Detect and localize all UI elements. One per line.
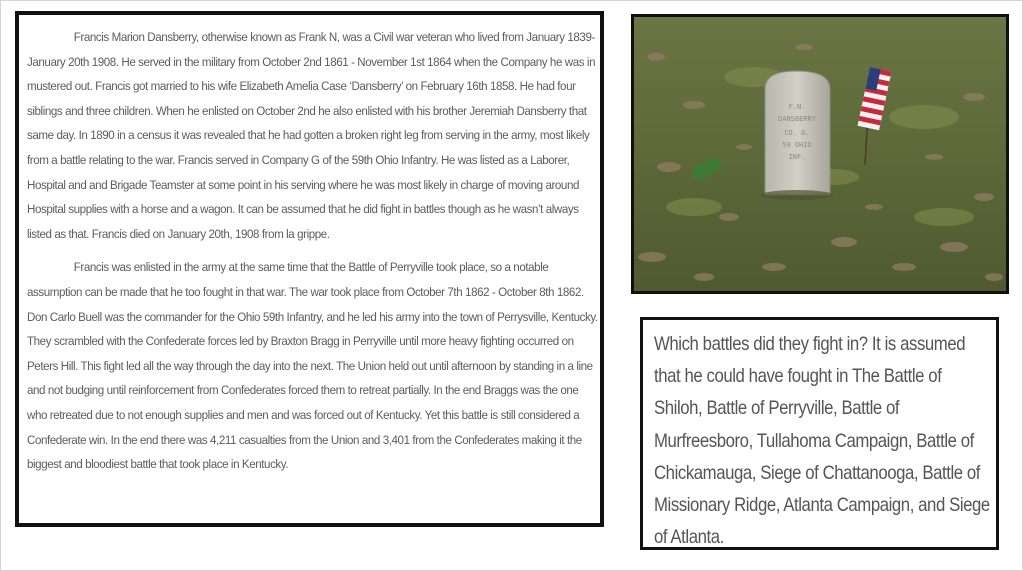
- svg-text:CO. G.: CO. G.: [784, 129, 810, 137]
- gravestone-photo[interactable]: [631, 14, 1009, 294]
- biography-paragraph-2: Francis was enlisted in the army at the same time that the Battle of Perryville took place, so a notable assumption can be made that he too fought in that war. The war took place from October 7th 1862 - October 8th 1862. Don Carlo Buell was the commander for the Ohio 59th Infantry, and he led his army into the town of Perrysville, Kentucky. They scrambled with the Confederate forces led by Braxton Bragg in Perryville until more heavy fighting occurred on Peters Hill. This fight led all the way through the day into the next. The Union held out until afternoon by standing in a line and not budging until reinforcement from Confederates forced them to retreat partially. In the end Braggs was the one who retreated due to not enough supplies and men and was forced out of Kentucky. Yet this battle is still considered a Confederate win. In the end there was 4,211 casualties from the Union and 3,401 from the Confederates making it the biggest and bloodiest battle that took place in Kentucky.: [27, 260, 598, 472]
- svg-text:DANSBERRY: DANSBERRY: [778, 115, 816, 123]
- svg-text:59 OHIO: 59 OHIO: [782, 141, 812, 149]
- battles-paragraph: Which battles did they fight in? It is assumed that he could have fought in The Battle of Shiloh, Battle of Perryville, Battle of Murfreesboro, Tullahoma Campaign, Battle of Chickamauga, Siege of Chattanooga, Battle of Missionary Ridge, Atlanta Campaign, and Siege of Atlanta.: [654, 333, 990, 549]
- battles-text-box[interactable]: [640, 317, 999, 550]
- svg-text:F.N.: F.N.: [788, 103, 806, 111]
- headstone: [761, 71, 833, 200]
- svg-text:INF.: INF.: [788, 153, 806, 161]
- biography-paragraph-1: Francis Marion Dansberry, otherwise known as Frank N, was a Civil war veteran who lived from January 1839- January 20th 1908. He served in the military from October 2nd 1861 - November 1st 1864 when the Company he was in mustered out. Francis got married to his wife Elizabeth Amelia Case ‘Dansberry’ on February 16th 1858. He had four siblings and three children. When he enlisted on October 2nd he also enlisted with his brother Jeremiah Dansberry that same day. In 1890 in a census it was revealed that he had gotten a broken right leg from serving in the army, most likely from a battle relating to the war. Francis served in Company G of the 59th Ohio Infantry. He was listed as a Laborer, Hospital and and Brigade Teamster at some point in his serving where he was most likely in charge of moving around Hospital supplies with a horse and a wagon. It can be assumed that he did fight in battles though as he wasn’t always listed as that. Francis died on January 20th, 1908 from la grippe.: [27, 30, 596, 241]
- biography-text-box[interactable]: [15, 11, 604, 527]
- gravestone-photo-image: [634, 17, 1006, 291]
